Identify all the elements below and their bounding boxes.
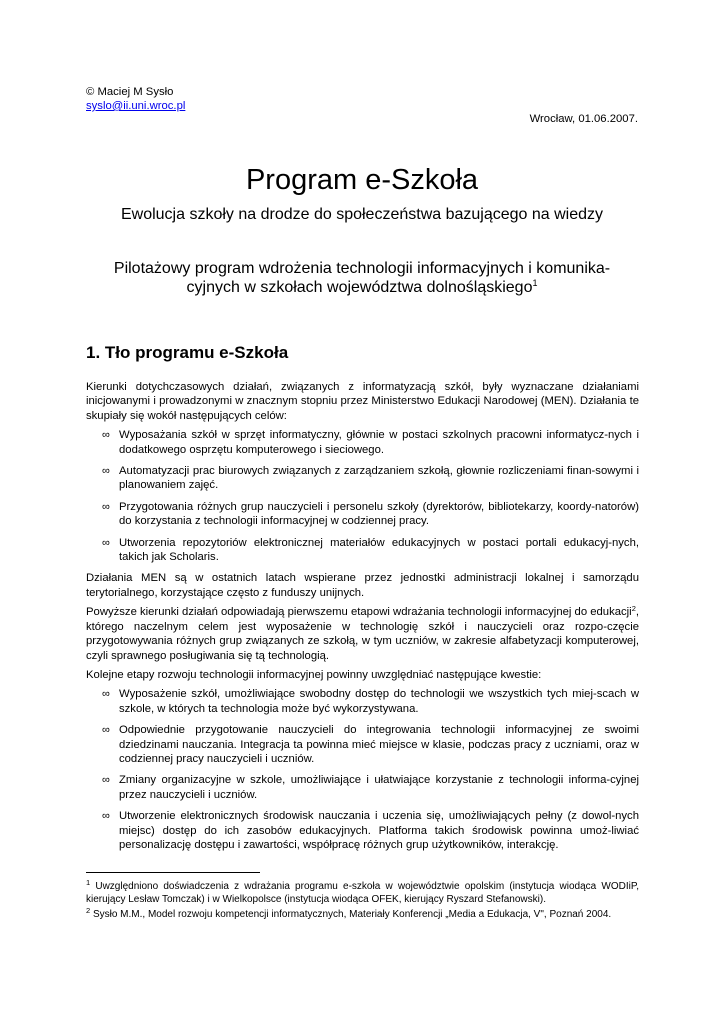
infinity-bullet-icon: ∞ [102,810,110,823]
list-item: ∞ Utworzenia repozytoriów elektronicznej materiałów edukacyjnych w postaci portali edukacyj-nych, takich jak Scholaris. [102,536,639,564]
section-heading: 1. Tło programu e-Szkoła [86,343,289,362]
list-item: ∞ Zmiany organizacyjne w szkole, umożliwiające i ułatwiające korzystanie z technologii informa-cyjnej przez nauczycieli i uczniów. [102,774,639,801]
paragraph-next-stages: Kolejne etapy rozwoju technologii informacyjnej powinny uwzględniać następujące kwestie: [86,668,542,681]
list-item: ∞ Utworzenie elektronicznych środowisk nauczania i uczenia się, umożliwiających pełny (z dowol-nych miejsc) dostęp do ich zasobów edukacyjnych. Platforma takich środowisk powinna umoż-liwiać personalizację dostępu i zawartości, współpracę różnych grup użytkowników, interakcję. [102,810,639,851]
page-title: Program e-Szkoła [245,164,479,196]
subtitle: Ewolucja szkoły na drodze do społeczeństwa bazującego na wiedzy [120,206,604,223]
infinity-bullet-icon: ∞ [102,429,110,442]
email-link[interactable]: syslo@ii.uni.wroc.pl [86,100,186,112]
goals-list [86,428,639,564]
issues-list [86,687,639,852]
footnotes [86,880,639,923]
list-item: ∞ Automatyzacji prac biurowych związanych z zarządzaniem szkołą, głownie rozliczeniami finan-sowymi i planowaniem zajęć. [102,465,639,492]
infinity-bullet-icon: ∞ [102,465,110,478]
infinity-bullet-icon: ∞ [102,688,110,701]
list-item: ∞ Przygotowania różnych grup nauczycieli i personelu szkoły (dyrektorów, bibliotekarzy, koordy-natorów) do korzystania z technologii informacyjnej w codziennej pracy. [102,500,639,528]
paragraph-men-support: Działania MEN są w ostatnich latach wspierane przez jednostki administracji lokalnej i samorządu terytorialnego, korzystające często z funduszy unijnych. [86,572,639,599]
infinity-bullet-icon: ∞ [102,724,110,737]
footnote-divider [86,872,260,873]
author: © Maciej M Sysło [86,86,174,98]
program-title-line-2: cyjnych w szkołach województwa dolnośląskiego [186,279,533,296]
list-item: ∞ Wyposażania szkół w sprzęt informatyczny, głównie w postaci szkolnych pracowni informatycz-nych i dodatkowego osprzętu komputerowego i sieciowego. [102,429,639,456]
program-title [80,259,644,297]
footnote-ref-2[interactable]: 2 [631,604,636,614]
footnote-2: $^2$ Sysło M.M., Model rozwoju kompetencji informatycznych, Materiały Konferencji „Media a Edukacja, V", Poznań 2004. [86,906,612,920]
section-body [86,380,639,859]
list-item: ∞ Wyposażenie szkół, umożliwiające swobodny dostęp do technologii we wszystkich tych miej-scach w szkole, w których ta technologia może być wykorzystywana. [102,688,639,715]
program-title-line-1: Pilotażowy program wdrożenia technologii informacyjnych i komunika- [113,260,611,277]
paragraph-first-stage: Powyższe kierunki działań odpowiadają pierwszemu etapowi wdrażania technologii informacyjnej do edukacji$^2$, którego naczelnym celem jest wyposażenie w technologię szkół i nauczycieli oraz rozpo-częcie przygotowywania różnych grup związanych ze szkołą, w tym uczniów, w zakresie alfabetyzacji komputerowej, czyli sprawnego posługiwania się tą technologią. [86,604,639,662]
infinity-bullet-icon: ∞ [102,500,110,513]
footnote-ref-1[interactable]: 1 [532,278,538,288]
list-item: ∞ Odpowiednie przygotowanie nauczycieli do integrowania technologii informacyjnej ze swoimi dziedzinami nauczania. Integracja ta powinna mieć miejsce w klasie, podczas pracy z uczniami, oraz w codziennej pracy nauczycieli i uczniów. [102,724,639,765]
infinity-bullet-icon: ∞ [102,774,110,787]
author-line [86,85,185,113]
infinity-bullet-icon: ∞ [102,536,110,549]
date: Wrocław, 01.06.2007. [529,113,638,125]
intro-paragraph: Kierunki dotychczasowych działań, związanych z informatyzacją szkół, były wyznaczane działaniami inicjowanymi i prowadzonymi w znacznym stopniu przez Ministerstwo Edukacji Narodowej (MEN). Działania te skupiały się wokół następujących celów: [86,381,639,422]
footnote-1: $^1$ Uwzględniono doświadczenia z wdrażania programu e-szkoła w województwie opolskim (instytucja wiodąca WODIiP, kierujący Lesław Tomczak) i w Wielkopolsce (instytucja wiodąca OFEK, kierujący Ryszard Stefanowski). [86,878,640,905]
